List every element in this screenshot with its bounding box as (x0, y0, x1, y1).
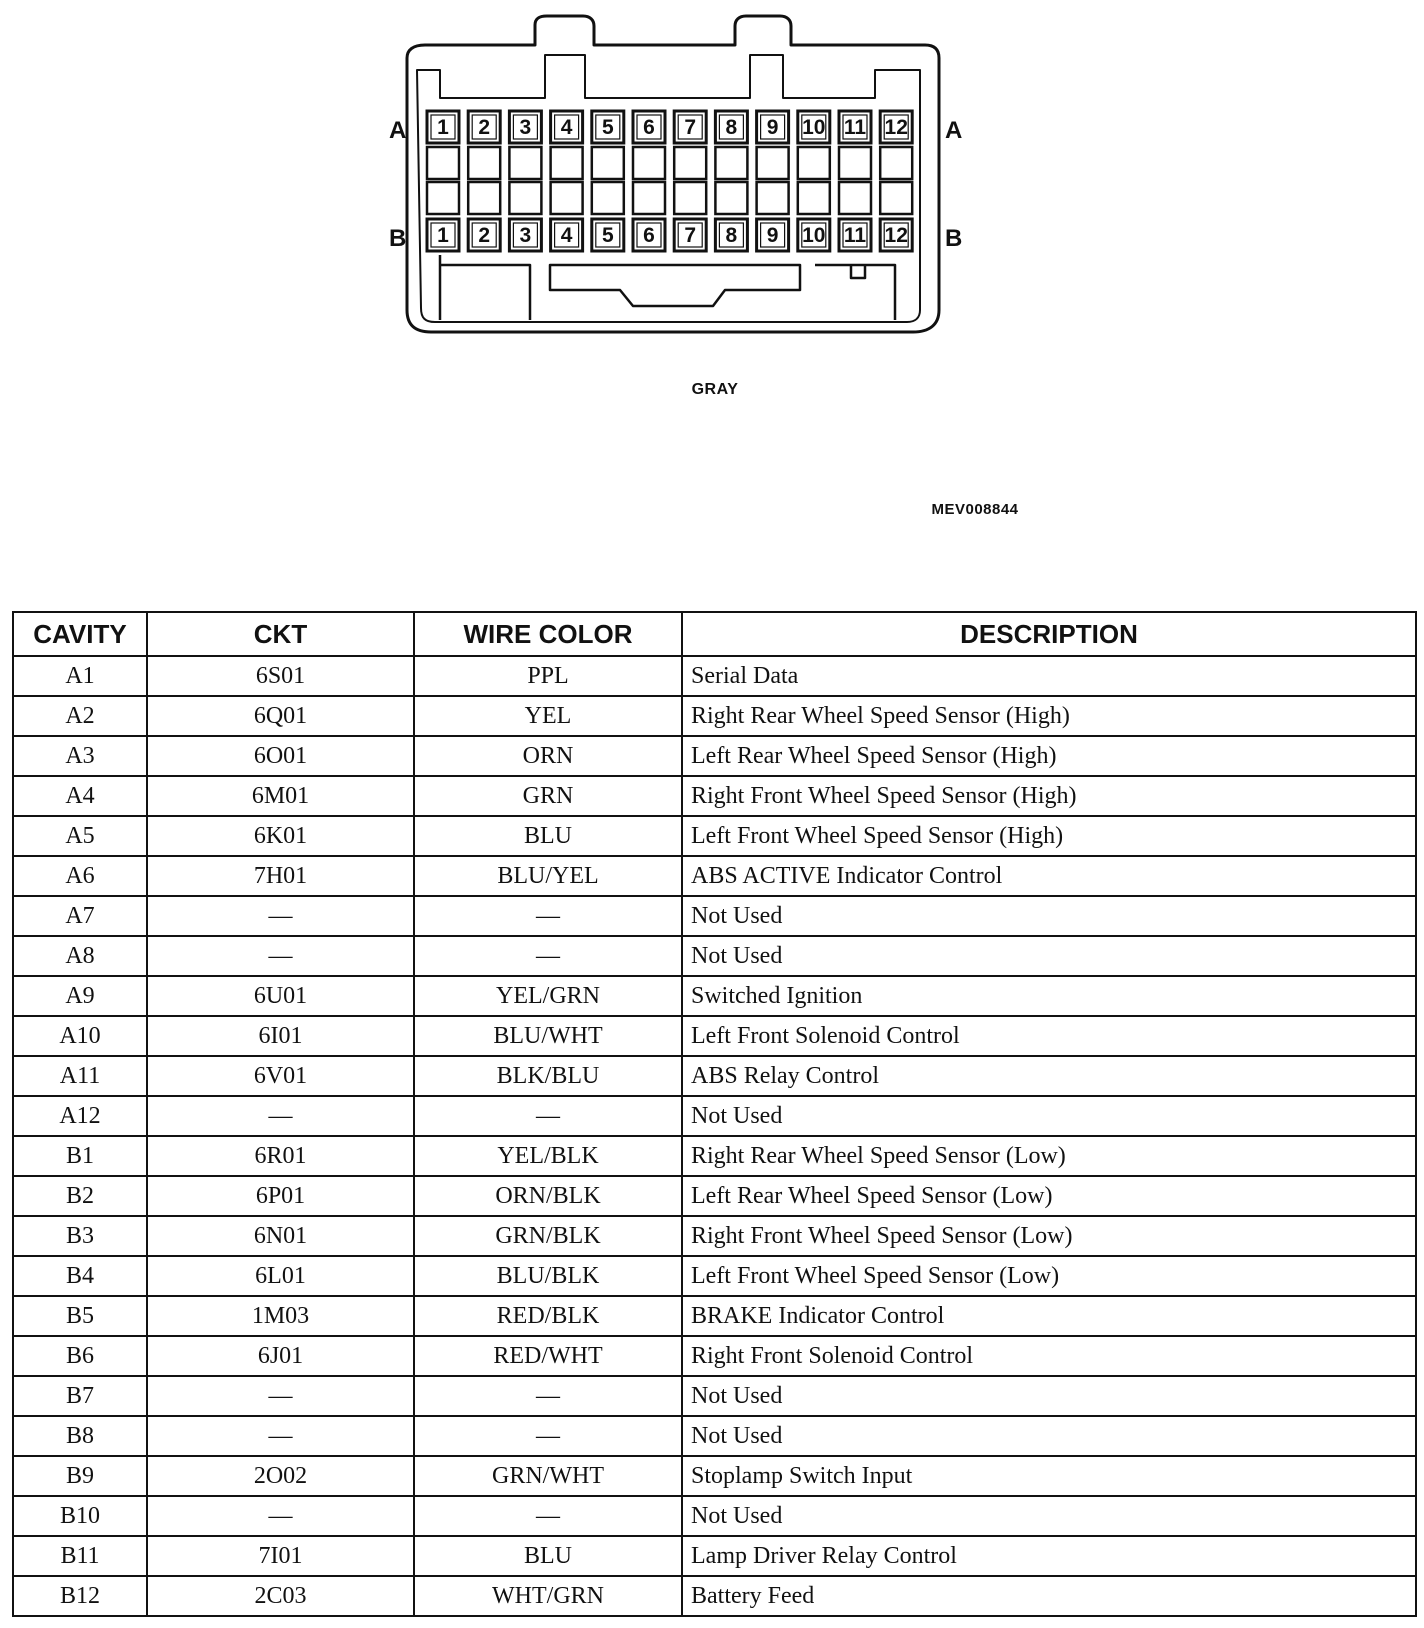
pin-cavity-mid1-3 (509, 147, 541, 179)
pin-number-b-11: 11 (843, 224, 867, 247)
table-row (13, 776, 1416, 816)
pin-cavity-mid2-4 (551, 182, 583, 214)
pin-cavity-mid1-9 (757, 147, 789, 179)
cavity-cell: B2 (13, 1176, 147, 1216)
ckt-cell: 6V01 (147, 1056, 414, 1096)
description-cell: Right Front Wheel Speed Sensor (High) (682, 776, 1416, 816)
ckt-cell: — (147, 936, 414, 976)
header-ckt: CKT (147, 612, 414, 656)
table-header-row (13, 612, 1416, 656)
table-row (13, 656, 1416, 696)
pin-number-b-5: 5 (601, 224, 614, 247)
description-cell: Left Front Wheel Speed Sensor (Low) (682, 1256, 1416, 1296)
cavity-cell: A2 (13, 696, 147, 736)
table-row (13, 1336, 1416, 1376)
pinout-table-body (13, 656, 1416, 1616)
wire-color-cell: BLU/WHT (414, 1016, 682, 1056)
pin-cavity-mid2-5 (592, 182, 624, 214)
cavity-cell: B8 (13, 1416, 147, 1456)
pin-number-b-12: 12 (884, 224, 908, 247)
table-row (13, 1016, 1416, 1056)
cavity-cell: B6 (13, 1336, 147, 1376)
table-row (13, 1096, 1416, 1136)
wire-color-cell: — (414, 936, 682, 976)
wire-color-cell: BLU/BLK (414, 1256, 682, 1296)
wire-color-cell: — (414, 1416, 682, 1456)
cavity-cell: B7 (13, 1376, 147, 1416)
cavity-cell: B1 (13, 1136, 147, 1176)
ckt-cell: 6O01 (147, 736, 414, 776)
table-row (13, 736, 1416, 776)
description-cell: Right Rear Wheel Speed Sensor (Low) (682, 1136, 1416, 1176)
cavity-cell: A6 (13, 856, 147, 896)
ckt-cell: 6I01 (147, 1016, 414, 1056)
description-cell: Stoplamp Switch Input (682, 1456, 1416, 1496)
cavity-cell: B3 (13, 1216, 147, 1256)
wire-color-cell: GRN (414, 776, 682, 816)
wire-color-cell: BLU (414, 816, 682, 856)
pin-cavity-mid1-6 (633, 147, 665, 179)
description-cell: Lamp Driver Relay Control (682, 1536, 1416, 1576)
cavity-cell: B5 (13, 1296, 147, 1336)
table-row (13, 1056, 1416, 1096)
pin-number-b-7: 7 (684, 224, 697, 247)
pin-grid (427, 111, 912, 251)
table-row (13, 1256, 1416, 1296)
wire-color-cell: WHT/GRN (414, 1576, 682, 1616)
pin-number-b-3: 3 (519, 224, 532, 247)
table-row (13, 1376, 1416, 1416)
pin-number-a-12: 12 (884, 116, 908, 139)
cavity-cell: A12 (13, 1096, 147, 1136)
ckt-cell: 7H01 (147, 856, 414, 896)
figure-id: MEV008844 (931, 501, 1019, 518)
ckt-cell: 2C03 (147, 1576, 414, 1616)
wire-color-cell: BLK/BLU (414, 1056, 682, 1096)
pin-cavity-mid1-2 (468, 147, 500, 179)
ckt-cell: — (147, 1416, 414, 1456)
pin-cavity-mid1-11 (839, 147, 871, 179)
pin-number-b-2: 2 (478, 224, 491, 247)
description-cell: Left Rear Wheel Speed Sensor (High) (682, 736, 1416, 776)
ckt-cell: 6K01 (147, 816, 414, 856)
ckt-cell: 6Q01 (147, 696, 414, 736)
description-cell: Switched Ignition (682, 976, 1416, 1016)
table-row (13, 1416, 1416, 1456)
pin-cavity-mid1-10 (798, 147, 830, 179)
wire-color-cell: — (414, 896, 682, 936)
description-cell: Right Front Wheel Speed Sensor (Low) (682, 1216, 1416, 1256)
ckt-cell: 2O02 (147, 1456, 414, 1496)
cavity-cell: B10 (13, 1496, 147, 1536)
connector-bottom-slot-right (815, 265, 895, 320)
pin-number-b-6: 6 (643, 224, 655, 247)
cavity-cell: A9 (13, 976, 147, 1016)
wire-color-cell: GRN/WHT (414, 1456, 682, 1496)
ckt-cell: 6J01 (147, 1336, 414, 1376)
pin-cavity-mid1-12 (880, 147, 912, 179)
connector-diagram (389, 10, 1015, 355)
pin-number-b-8: 8 (725, 224, 738, 247)
connector-bottom-slot-left (440, 255, 530, 320)
table-row (13, 1496, 1416, 1536)
pin-cavity-mid1-8 (715, 147, 747, 179)
pin-number-a-4: 4 (560, 116, 573, 139)
description-cell: Not Used (682, 1416, 1416, 1456)
description-cell: Left Front Solenoid Control (682, 1016, 1416, 1056)
pin-cavity-mid2-10 (798, 182, 830, 214)
pin-cavity-mid2-11 (839, 182, 871, 214)
header-cavity: CAVITY (13, 612, 147, 656)
pin-number-b-1: 1 (437, 224, 449, 247)
ckt-cell: 6M01 (147, 776, 414, 816)
description-cell: Left Rear Wheel Speed Sensor (Low) (682, 1176, 1416, 1216)
description-cell: ABS ACTIVE Indicator Control (682, 856, 1416, 896)
row-b-label-right: B (945, 225, 963, 252)
description-cell: ABS Relay Control (682, 1056, 1416, 1096)
cavity-cell: A10 (13, 1016, 147, 1056)
description-cell: Battery Feed (682, 1576, 1416, 1616)
description-cell: BRAKE Indicator Control (682, 1296, 1416, 1336)
table-row (13, 1296, 1416, 1336)
wire-color-cell: — (414, 1496, 682, 1536)
pin-number-a-10: 10 (802, 116, 826, 139)
pin-cavity-mid1-7 (674, 147, 706, 179)
pinout-table (12, 611, 1417, 1617)
cavity-cell: B4 (13, 1256, 147, 1296)
pin-number-a-8: 8 (725, 116, 738, 139)
pin-number-a-5: 5 (601, 116, 614, 139)
cavity-cell: A8 (13, 936, 147, 976)
pin-number-b-9: 9 (766, 224, 779, 247)
cavity-cell: B11 (13, 1536, 147, 1576)
header-description: DESCRIPTION (682, 612, 1416, 656)
table-row (13, 976, 1416, 1016)
description-cell: Right Front Solenoid Control (682, 1336, 1416, 1376)
pin-number-b-10: 10 (802, 224, 826, 247)
pin-cavity-mid1-4 (551, 147, 583, 179)
ckt-cell: 6L01 (147, 1256, 414, 1296)
cavity-cell: A5 (13, 816, 147, 856)
pin-cavity-mid2-7 (674, 182, 706, 214)
ckt-cell: 6P01 (147, 1176, 414, 1216)
description-cell: Not Used (682, 1096, 1416, 1136)
cavity-cell: A3 (13, 736, 147, 776)
wire-color-cell: RED/WHT (414, 1336, 682, 1376)
wire-color-cell: PPL (414, 656, 682, 696)
wire-color-cell: GRN/BLK (414, 1216, 682, 1256)
wire-color-cell: YEL/BLK (414, 1136, 682, 1176)
wire-color-cell: RED/BLK (414, 1296, 682, 1336)
cavity-cell: B12 (13, 1576, 147, 1616)
ckt-cell: — (147, 1376, 414, 1416)
row-a-label-left: A (389, 117, 407, 144)
pin-cavity-mid2-12 (880, 182, 912, 214)
header-wire-color: WIRE COLOR (414, 612, 682, 656)
pin-number-a-6: 6 (643, 116, 655, 139)
ckt-cell: 6U01 (147, 976, 414, 1016)
wire-color-cell: — (414, 1376, 682, 1416)
ckt-cell: — (147, 1096, 414, 1136)
pin-number-a-7: 7 (684, 116, 697, 139)
pin-number-a-3: 3 (519, 116, 532, 139)
pin-number-a-1: 1 (437, 116, 449, 139)
table-row (13, 1576, 1416, 1616)
pin-cavity-mid2-1 (427, 182, 459, 214)
ckt-cell: 6R01 (147, 1136, 414, 1176)
description-cell: Not Used (682, 896, 1416, 936)
pin-cavity-mid2-3 (509, 182, 541, 214)
row-a-label-right: A (945, 117, 963, 144)
ckt-cell: 1M03 (147, 1296, 414, 1336)
cavity-cell: A1 (13, 656, 147, 696)
row-b-label-left: B (389, 225, 407, 252)
description-cell: Not Used (682, 1496, 1416, 1536)
pin-number-a-2: 2 (478, 116, 491, 139)
wire-color-cell: BLU (414, 1536, 682, 1576)
pin-cavity-mid2-8 (715, 182, 747, 214)
table-row (13, 1456, 1416, 1496)
wire-color-cell: BLU/YEL (414, 856, 682, 896)
description-cell: Not Used (682, 936, 1416, 976)
table-row (13, 896, 1416, 936)
wire-color-cell: YEL/GRN (414, 976, 682, 1016)
cavity-cell: A11 (13, 1056, 147, 1096)
cavity-cell: A4 (13, 776, 147, 816)
cavity-cell: A7 (13, 896, 147, 936)
table-row (13, 1136, 1416, 1176)
ckt-cell: — (147, 1496, 414, 1536)
ckt-cell: 7I01 (147, 1536, 414, 1576)
ckt-cell: 6S01 (147, 656, 414, 696)
description-cell: Right Rear Wheel Speed Sensor (High) (682, 696, 1416, 736)
cavity-cell: B9 (13, 1456, 147, 1496)
wire-color-cell: ORN/BLK (414, 1176, 682, 1216)
description-cell: Not Used (682, 1376, 1416, 1416)
wire-color-cell: YEL (414, 696, 682, 736)
table-row (13, 816, 1416, 856)
pin-cavity-mid2-9 (757, 182, 789, 214)
connector-bottom-key (550, 265, 800, 306)
connector-color-label: GRAY (691, 381, 739, 398)
ckt-cell: 6N01 (147, 1216, 414, 1256)
pin-cavity-mid2-6 (633, 182, 665, 214)
table-row (13, 1216, 1416, 1256)
description-cell: Left Front Wheel Speed Sensor (High) (682, 816, 1416, 856)
pin-cavity-mid1-1 (427, 147, 459, 179)
pin-number-a-11: 11 (843, 116, 867, 139)
pin-number-a-9: 9 (766, 116, 779, 139)
wire-color-cell: — (414, 1096, 682, 1136)
table-row (13, 696, 1416, 736)
wire-color-cell: ORN (414, 736, 682, 776)
ckt-cell: — (147, 896, 414, 936)
pin-cavity-mid1-5 (592, 147, 624, 179)
description-cell: Serial Data (682, 656, 1416, 696)
table-row (13, 1176, 1416, 1216)
table-row (13, 856, 1416, 896)
table-row (13, 1536, 1416, 1576)
table-row (13, 936, 1416, 976)
pin-cavity-mid2-2 (468, 182, 500, 214)
pin-number-b-4: 4 (560, 224, 573, 247)
